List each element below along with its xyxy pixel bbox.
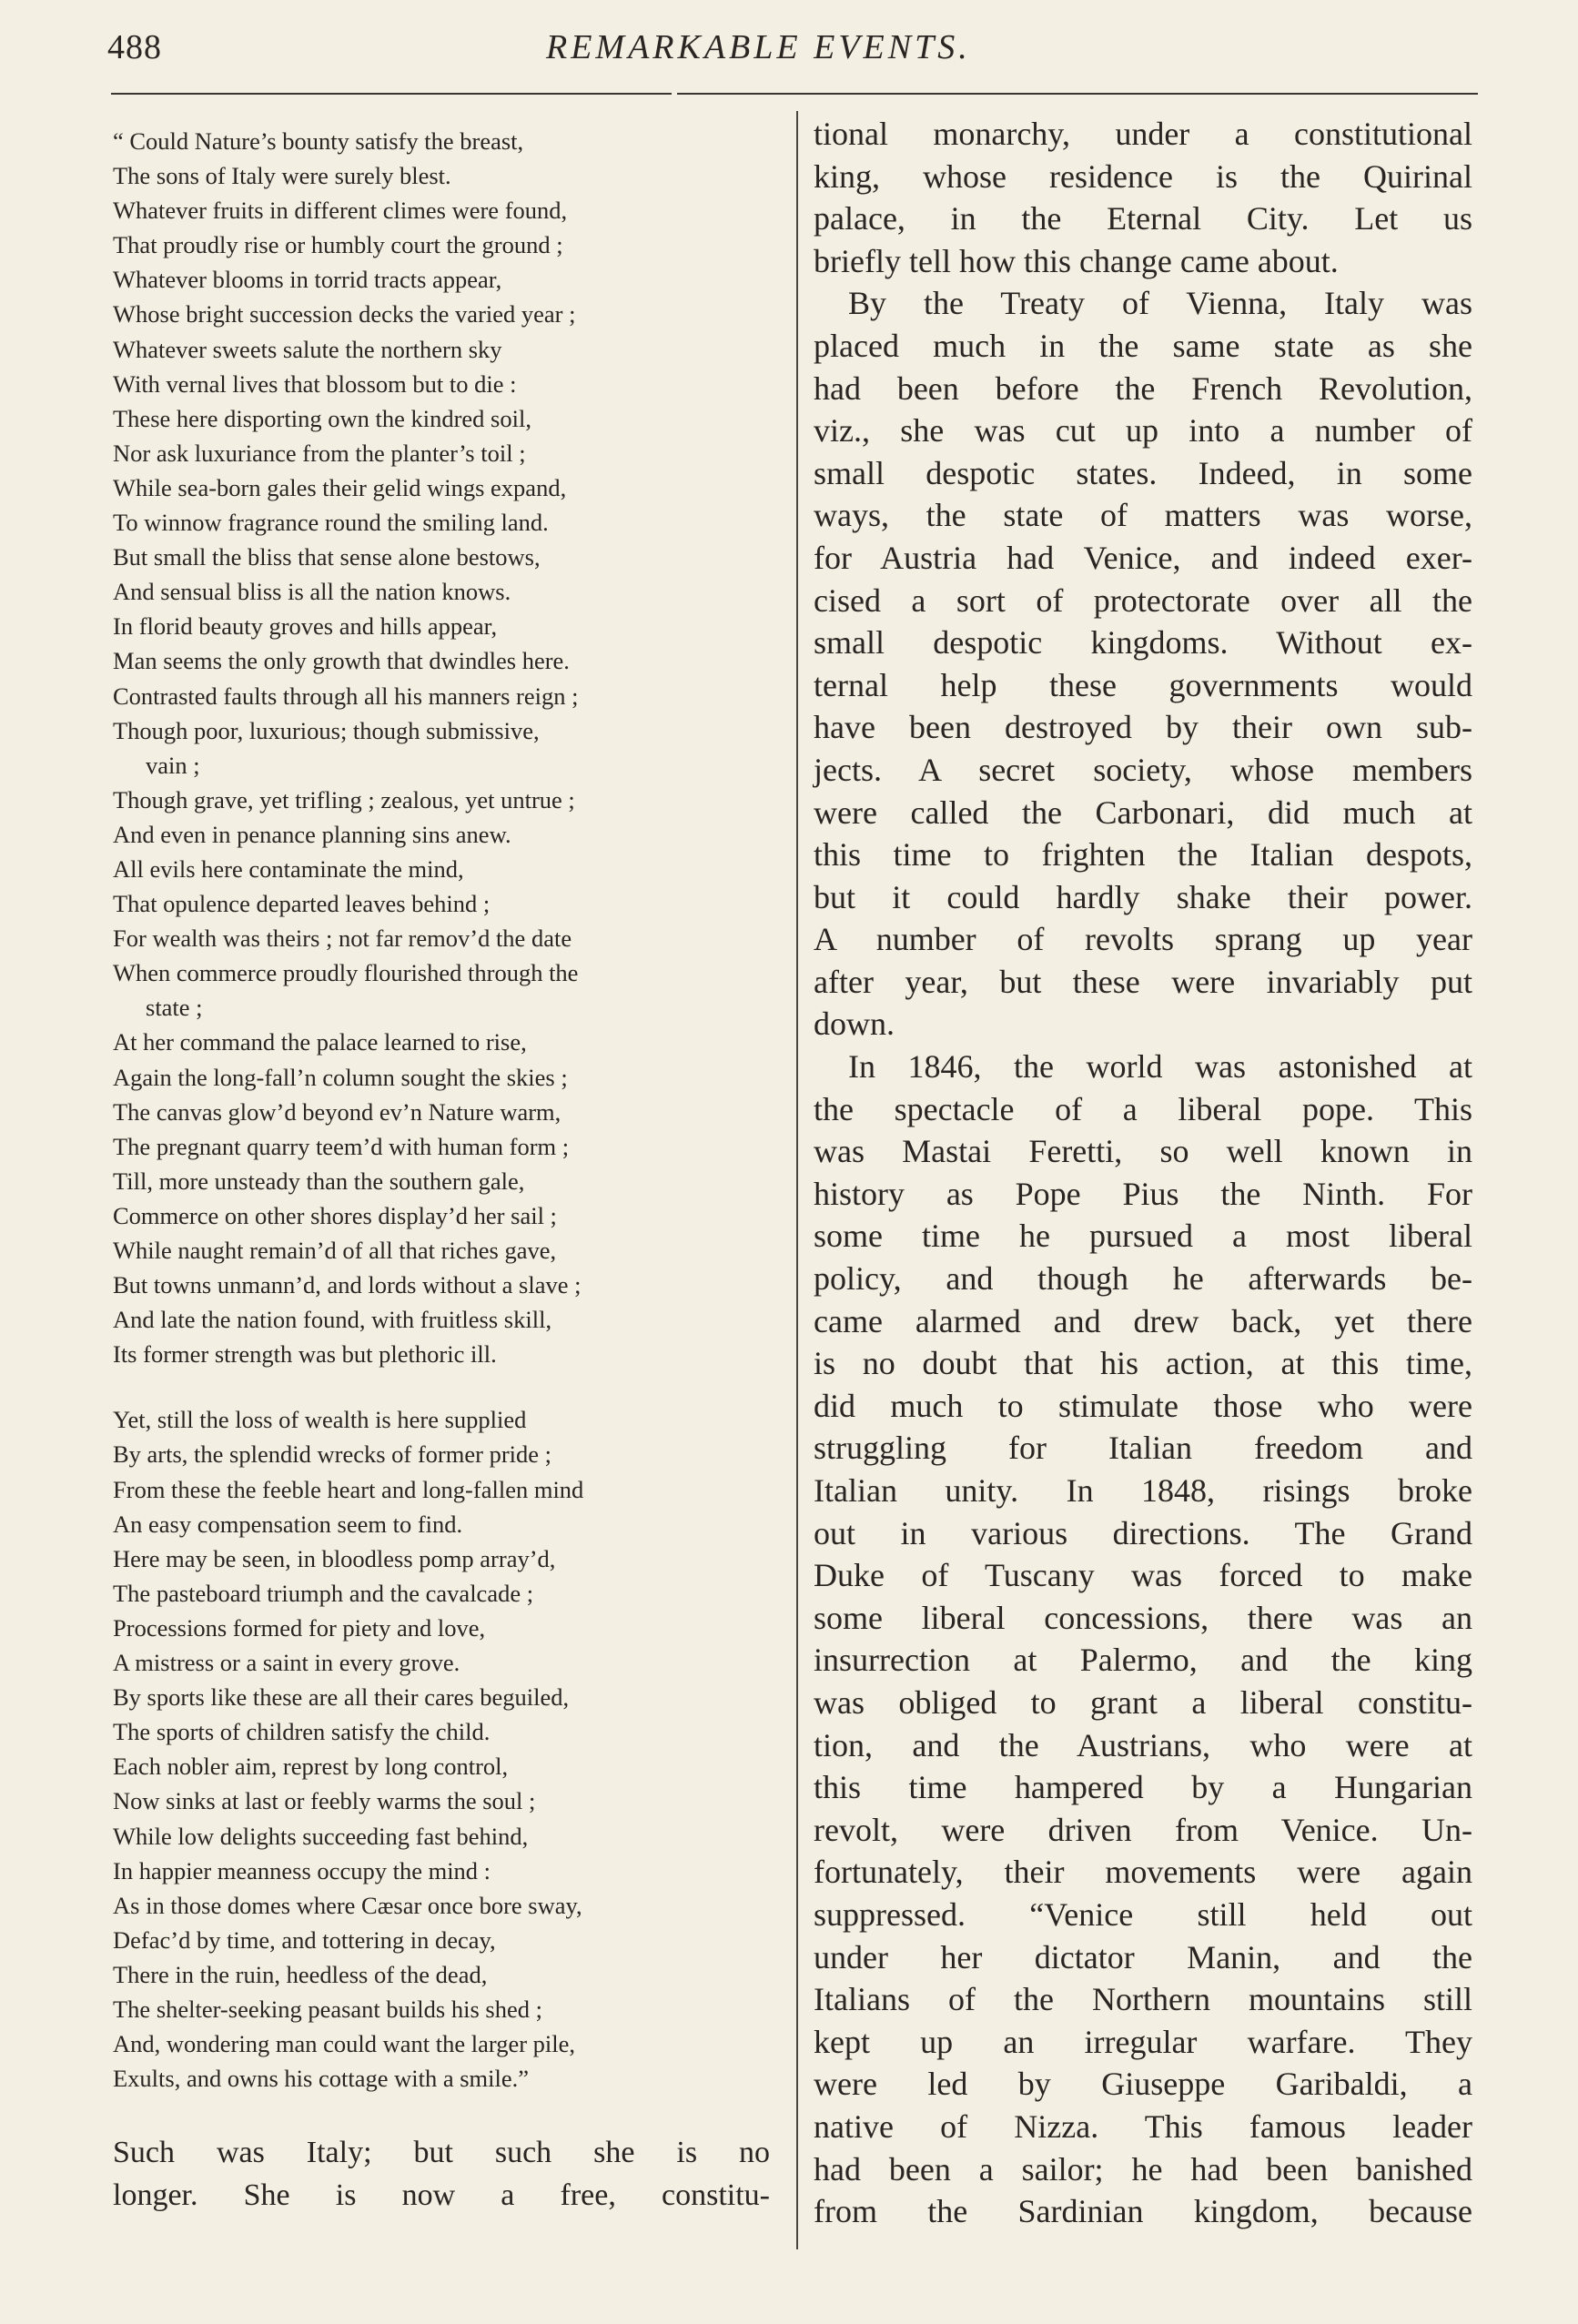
poem-line: And late the nation found, with fruitless skill, xyxy=(113,1306,552,1334)
text-line: cised a sort of protectorate over all the xyxy=(814,581,1472,619)
poem-line: But small the bliss that sense alone bestows, xyxy=(113,543,541,571)
text-line: out in various directions. The Grand xyxy=(814,1514,1472,1551)
text-line: small despotic states. Indeed, in some xyxy=(814,454,1472,491)
poem-line: Its former strength was but plethoric ill. xyxy=(113,1340,497,1369)
poem-line: For wealth was theirs ; not far remov’d the date xyxy=(113,925,572,953)
text-line: did much to stimulate those who were xyxy=(814,1387,1472,1424)
poem-line: And even in penance planning sins anew. xyxy=(113,820,511,848)
poem-line: While naught remain’d of all that riches gave, xyxy=(113,1237,557,1264)
poem-line: Here may be seen, in bloodless pomp array’d, xyxy=(113,1544,556,1572)
text-line: struggling for Italian freedom and xyxy=(814,1430,1472,1467)
poem-line: That opulence departed leaves behind ; xyxy=(113,890,491,918)
poem-line: Again the long-fall’n column sought the skies ; xyxy=(113,1063,568,1091)
text-line: king, whose residence is the Quirinal xyxy=(814,157,1472,195)
poem-line: As in those domes where Cæsar once bore sway, xyxy=(113,1891,582,1919)
poem-line: Man seems the only growth that dwindles here. xyxy=(113,647,570,675)
text-line: fortunately, their movements were again xyxy=(814,1854,1472,1891)
text-line: tion, and the Austrians, who were at xyxy=(814,1726,1472,1763)
text-line: Italians of the Northern mountains still xyxy=(814,1981,1472,2018)
text-line: were called the Carbonari, did much at xyxy=(814,793,1472,831)
poem-line: Processions formed for piety and love, xyxy=(113,1613,486,1642)
poem-line: When commerce proudly flourished through the xyxy=(113,959,579,987)
text-line: was obliged to grant a liberal constitu- xyxy=(814,1683,1472,1721)
text-line: Duke of Tuscany was forced to make xyxy=(814,1557,1472,1594)
text-line: some time he pursued a most liberal xyxy=(814,1218,1472,1255)
text-line: native of Nizza. This famous leader xyxy=(814,2107,1472,2145)
text-line: insurrection at Palermo, and the king xyxy=(814,1642,1472,1679)
page-number: 488 xyxy=(107,28,162,66)
poem-line: Now sinks at last or feebly warms the soul ; xyxy=(113,1787,536,1815)
text-line: but it could hardly shake their power. xyxy=(814,878,1472,915)
poem-line: The canvas glow’d beyond ev’n Nature warm, xyxy=(113,1097,561,1126)
text-line: was Mastai Feretti, so well known in xyxy=(814,1133,1472,1170)
header-rule-gap xyxy=(672,82,677,95)
text-line: viz., she was cut up into a number of xyxy=(814,412,1472,450)
poem-line: Defac’d by time, and tottering in decay, xyxy=(113,1925,496,1954)
text-line: placed much in the same state as she xyxy=(814,327,1472,364)
text-line: for Austria had Venice, and indeed exer- xyxy=(814,539,1472,576)
text-line: after year, but these were invariably put xyxy=(814,963,1472,1000)
poem-line: The sports of children satisfy the child. xyxy=(113,1718,491,1746)
poem-line: That proudly rise or humbly court the ground ; xyxy=(113,231,563,259)
poem-line: Whatever fruits in different climes were found, xyxy=(113,197,568,225)
text-line: had been a sailor; he had been banished xyxy=(814,2150,1472,2188)
text-line: this time to frighten the Italian despots, xyxy=(814,836,1472,874)
poem-line: All evils here contaminate the mind, xyxy=(113,854,464,883)
poem-line: While sea-born gales their gelid wings expand, xyxy=(113,473,567,501)
text-line: revolt, were driven from Venice. Un- xyxy=(814,1811,1472,1848)
text-line: history as Pope Pius the Ninth. For xyxy=(814,1175,1472,1212)
text-line: ways, the state of matters was worse, xyxy=(814,497,1472,534)
poem-line: Whatever sweets salute the northern sky xyxy=(113,335,502,363)
poem-line: With vernal lives that blossom but to die : xyxy=(113,369,517,398)
text-line: By the Treaty of Vienna, Italy was xyxy=(848,285,1472,322)
right-column-text xyxy=(814,113,1472,2233)
column-divider xyxy=(796,111,798,2249)
poem-line: An easy compensation seem to find. xyxy=(113,1510,463,1538)
prose-line: longer. She is now a free, constitu- xyxy=(113,2178,770,2212)
text-line: policy, and though he afterwards be- xyxy=(814,1260,1472,1298)
text-line: came alarmed and drew back, yet there xyxy=(814,1302,1472,1339)
poem-block xyxy=(113,124,774,2096)
poem-line: Whose bright succession decks the varied year ; xyxy=(113,300,576,328)
poem-line: The pregnant quarry teem’d with human form ; xyxy=(113,1132,570,1160)
text-line: had been before the French Revolution, xyxy=(814,369,1472,407)
poem-line: A mistress or a saint in every grove. xyxy=(113,1649,460,1677)
poem-line: Whatever blooms in torrid tracts appear, xyxy=(113,266,502,294)
poem-line: But towns unmann’d, and lords without a slave ; xyxy=(113,1271,582,1299)
text-line: palace, in the Eternal City. Let us xyxy=(814,200,1472,237)
text-line: under her dictator Manin, and the xyxy=(814,1938,1472,1975)
text-line: this time hampered by a Hungarian xyxy=(814,1769,1472,1806)
poem-line: Exults, and owns his cottage with a smile.” xyxy=(113,2065,530,2093)
poem-line: These here disporting own the kindred soil, xyxy=(113,404,531,432)
poem-line: Till, more unsteady than the southern gale, xyxy=(113,1167,525,1195)
text-line: ternal help these governments would xyxy=(814,666,1472,703)
poem-line: The pasteboard triumph and the cavalcade ; xyxy=(113,1579,534,1607)
text-line: Italian unity. In 1848, risings broke xyxy=(814,1472,1472,1509)
poem-line: And, wondering man could want the larger pile, xyxy=(113,2030,576,2058)
poem-line: In happier meanness occupy the mind : xyxy=(113,1856,491,1884)
poem-line: Each nobler aim, represt by long control, xyxy=(113,1753,509,1781)
poem-line: To winnow fragrance round the smiling land. xyxy=(113,509,549,537)
poem-line: While low delights succeeding fast behind, xyxy=(113,1822,529,1850)
stanza-gap xyxy=(113,1371,774,1402)
header-rule xyxy=(111,93,1478,95)
text-line: jects. A secret society, whose members xyxy=(814,751,1472,788)
poem-line: Though poor, luxurious; though submissive, xyxy=(113,716,540,744)
text-line: down. xyxy=(814,1005,895,1043)
prose-line: Such was Italy; but such she is no xyxy=(113,2136,770,2169)
text-line: the spectacle of a liberal pope. This xyxy=(814,1090,1472,1127)
text-line: were led by Giuseppe Garibaldi, a xyxy=(814,2066,1472,2103)
poem-line: By arts, the splendid wrecks of former pride ; xyxy=(113,1440,552,1469)
text-line: A number of revolts sprang up year xyxy=(814,921,1472,958)
poem-line: The sons of Italy were surely blest. xyxy=(113,162,451,190)
poem-line: By sports like these are all their cares beguiled, xyxy=(113,1683,570,1712)
text-line: from the Sardinian kingdom, because xyxy=(814,2193,1472,2230)
text-line: tional monarchy, under a constitutional xyxy=(814,116,1472,152)
text-line: some liberal concessions, there was an xyxy=(814,1599,1472,1636)
poem-line: Nor ask luxuriance from the planter’s toil ; xyxy=(113,439,526,467)
text-line: small despotic kingdoms. Without ex- xyxy=(814,624,1472,662)
text-line: kept up an irregular warfare. They xyxy=(814,2023,1472,2060)
poem-line: “ Could Nature’s bounty satisfy the breast, xyxy=(113,127,524,155)
text-line: suppressed. “Venice still held out xyxy=(814,1895,1472,1933)
text-line: briefly tell how this change came about. xyxy=(814,242,1339,279)
text-line: In 1846, the world was astonished at xyxy=(848,1048,1472,1086)
poem-line: Yet, still the loss of wealth is here supplied xyxy=(113,1406,527,1434)
poem-line: vain ; xyxy=(146,751,200,779)
text-line: have been destroyed by their own sub- xyxy=(814,709,1472,746)
poem-line: Commerce on other shores display’d her sail ; xyxy=(113,1201,557,1229)
poem-line: Contrasted faults through all his manners reign ; xyxy=(113,682,579,710)
poem-line: And sensual bliss is all the nation knows. xyxy=(113,578,511,606)
left-prose xyxy=(113,2131,770,2217)
poem-line: Though grave, yet trifling ; zealous, yet untrue ; xyxy=(113,785,575,813)
poem-line: state ; xyxy=(146,994,203,1022)
poem-line: In florid beauty groves and hills appear, xyxy=(113,612,498,641)
poem-stanza-1 xyxy=(113,124,774,1371)
poem-line: The shelter-seeking peasant builds his shed ; xyxy=(113,1995,542,2023)
poem-line: At her command the palace learned to rise, xyxy=(113,1028,527,1056)
text-line: is no doubt that his action, at this time, xyxy=(814,1345,1472,1382)
poem-stanza-2 xyxy=(113,1402,774,2096)
poem-line: There in the ruin, heedless of the dead, xyxy=(113,1960,488,1988)
poem-line: From these the feeble heart and long-fallen mind xyxy=(113,1475,584,1503)
running-head: REMARKABLE EVENTS. xyxy=(546,28,971,66)
